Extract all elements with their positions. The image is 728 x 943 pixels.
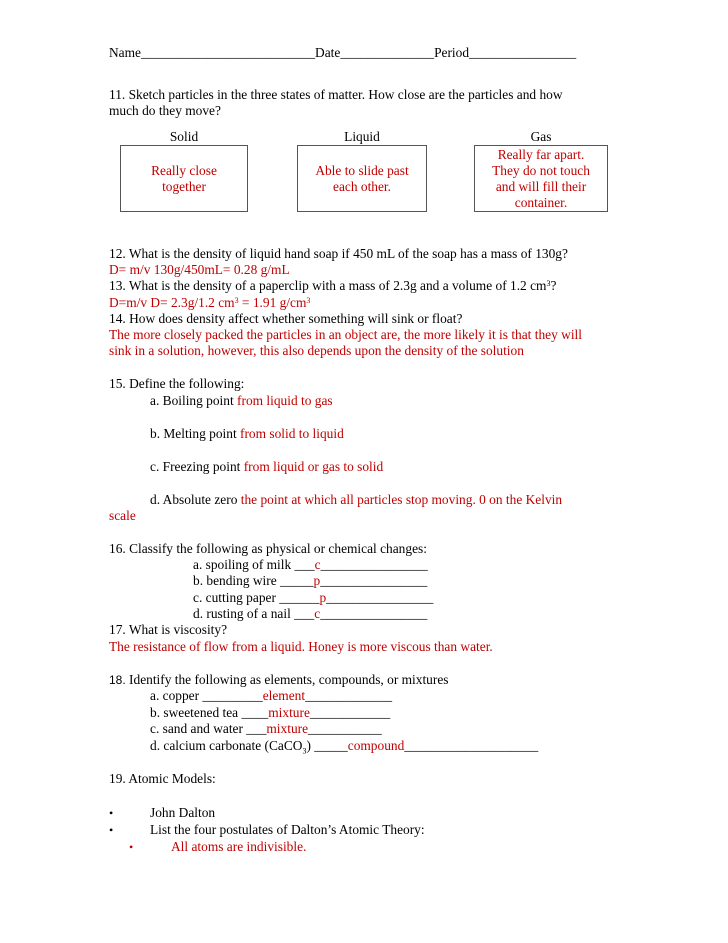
q19-question: 19. Atomic Models: xyxy=(109,771,216,786)
q11-question-cont: much do they move? xyxy=(109,103,221,118)
q14-answer-line2: sink in a solution, however, this also depends upon the density of the solution xyxy=(109,343,524,358)
state-label-liquid: Liquid xyxy=(344,129,380,144)
q19-bullet-postulates: List the four postulates of Dalton’s Atomic Theory: xyxy=(150,822,425,837)
q18-item-a: a. copper _________element_____________ xyxy=(150,688,393,703)
q15-freezing-point: c. Freezing point from liquid or gas to solid xyxy=(150,459,384,474)
bullet-icon: • xyxy=(109,806,114,820)
bullet-icon: • xyxy=(109,823,114,837)
q19-postulate-1: All atoms are indivisible. xyxy=(171,839,307,854)
q14-answer-line1: The more closely packed the particles in an object are, the more likely it is that they will xyxy=(109,327,582,342)
q16-question: 16. Classify the following as physical or chemical changes: xyxy=(109,541,427,556)
q11-question: 11. Sketch particles in the three states of matter. How close are the particles and how xyxy=(109,87,563,102)
q17-answer: The resistance of flow from a liquid. Honey is more viscous than water. xyxy=(109,639,493,654)
q18-item-b: b. sweetened tea ____mixture____________ xyxy=(150,705,391,720)
q15-boiling-point: a. Boiling point from liquid to gas xyxy=(150,393,333,408)
gas-answer: Really far apart. They do not touch and will fill their container. xyxy=(492,146,590,210)
state-label-solid: Solid xyxy=(169,129,199,144)
q18-item-d: d. calcium carbonate (CaCO$_3$) _____compound____________________ xyxy=(150,738,539,756)
gas-answer-box xyxy=(474,145,608,212)
solid-answer-box xyxy=(120,145,248,212)
q16-item-c: c. cutting paper ______p________________ xyxy=(193,590,434,605)
q16-item-a: a. spoiling of milk ___c________________ xyxy=(193,557,428,572)
q15-melting-point: b. Melting point from solid to liquid xyxy=(150,426,344,441)
q18-item-c: c. sand and water ___mixture___________ xyxy=(150,721,382,736)
q15-question: 15. Define the following: xyxy=(109,376,245,391)
q15-absolute-zero-cont: scale xyxy=(109,508,136,523)
state-label-gas: Gas xyxy=(530,129,552,144)
solid-answer: Really close together xyxy=(151,162,217,194)
q13-answer: D=m/v D= 2.3g/1.2 $cm^3 = 1.91$ $g/cm^3$ xyxy=(109,295,311,310)
liquid-answer: Able to slide past each other. xyxy=(315,162,409,194)
q12-answer: D= m/v 130g/450mL= 0.28 g/mL xyxy=(109,262,290,277)
q18-question: 18. Identify the following as elements, compounds, or mixtures xyxy=(109,672,449,687)
q15-absolute-zero: d. Absolute zero the point at which all particles stop moving. 0 on the Kelvin xyxy=(150,492,563,507)
q17-question: 17. What is viscosity? xyxy=(109,622,228,637)
q16-item-d: d. rusting of a nail ___c________________ xyxy=(193,606,428,621)
q14-question: 14. How does density affect whether something will sink or float? xyxy=(109,311,463,326)
liquid-answer-box xyxy=(297,145,427,212)
q19-bullet-dalton: John Dalton xyxy=(150,805,216,820)
header-name-date-period: Name__________________________Date______________Period________________ xyxy=(109,45,577,60)
red-bullet-icon: • xyxy=(129,840,134,854)
q13-question: 13. What is the density of a paperclip with a mass of 2.3g and a volume of 1.2 $cm^3$? xyxy=(109,278,557,293)
q12-question: 12. What is the density of liquid hand soap if 450 mL of the soap has a mass of 130g? xyxy=(109,246,568,261)
q16-item-b: b. bending wire _____p________________ xyxy=(193,573,428,588)
